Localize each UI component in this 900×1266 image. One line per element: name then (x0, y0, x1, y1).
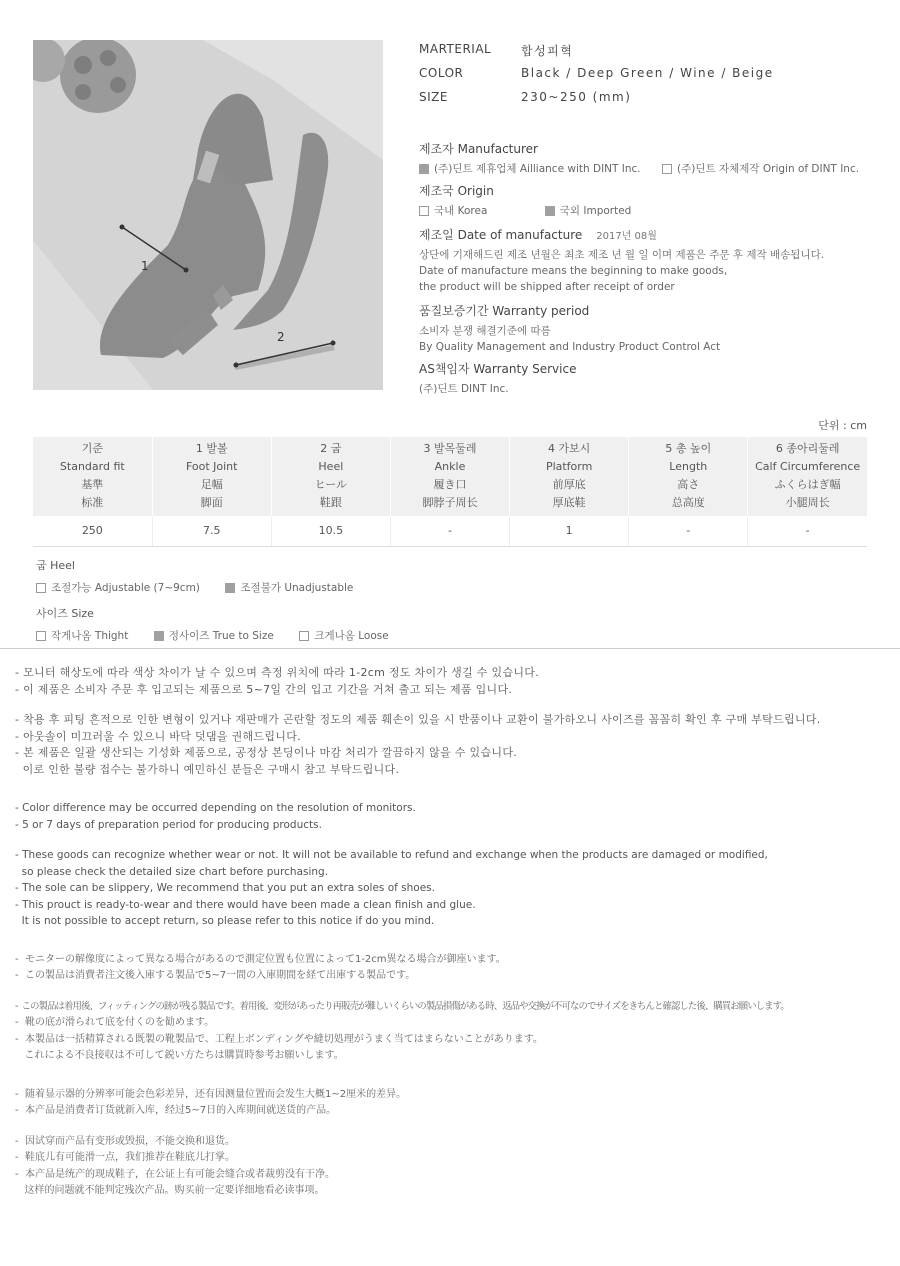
notice-line: - Color difference may be occurred depending on the resolution of monitors. (15, 802, 416, 814)
table-row (33, 516, 867, 546)
header-platform: 4 가보시 Platform 前厚底 厚底鞋 (510, 437, 629, 516)
checkbox-checked-icon (154, 631, 164, 641)
notice-line: - 본 제품은 일괄 생산되는 기성화 제품으로, 공정상 본딩이나 마감 처리가 깔끔하지 않을 수 있습니다. (15, 746, 518, 759)
table-cell: 7.5 (152, 516, 271, 546)
size-table (33, 437, 867, 547)
as-service-block (419, 360, 889, 397)
size-option-true[interactable] (154, 628, 274, 643)
spec-size (419, 90, 879, 114)
notice-section (15, 665, 895, 1214)
manufacture-date-line: 상단에 기재해드린 제조 년월은 최초 제조 년 월 일 이며 제품은 주문 후 제작 배송됩니다. (419, 249, 825, 261)
notice-line: 이로 인한 불량 접수는 불가하니 예민하신 분들은 구매시 참고 부탁드립니다. (15, 762, 400, 776)
header-standard-fit: 기준 Standard fit 基準 标准 (33, 437, 152, 516)
option-label: 국외 Imported (559, 205, 632, 217)
manufacture-date-line: Date of manufacture means the beginning to make goods, (419, 265, 728, 277)
header-foot-joint: 1 발볼 Foot Joint 足幅 脚面 (152, 437, 271, 516)
warranty-block (419, 302, 889, 355)
manufacturer-option-alliance[interactable] (419, 161, 641, 177)
spec-color (419, 66, 879, 90)
spec-material (419, 42, 879, 66)
notice-line: - 靴の底が滑られて底を付くのを勧めます。 (15, 1017, 215, 1028)
header-calf: 6 종아리둘레 Calf Circumference ふくらはぎ幅 小腿周长 (748, 437, 867, 516)
notice-line: - 因试穿而产品有变形或毁损，不能交换和退货。 (15, 1135, 235, 1147)
notice-line: - この製品は着用後、フィッティングの跡が残る製品です。着用後、変形があったり再販売が難しいくらいの製品損傷がある時、返品や交換が不可なのでサイズをきちんと確認した後、購買お願いします。 (15, 1000, 789, 1012)
notice-line: - This prouct is ready-to-wear and there would have been made a clean finish and glue. (15, 898, 476, 911)
warranty-line: By Quality Management and Industry Product Control Act (419, 341, 721, 353)
heel-block (36, 557, 375, 596)
checkbox-checked-icon (419, 164, 429, 174)
table-cell: - (629, 516, 748, 546)
notice-ko-1 (15, 665, 895, 698)
notice-ja-2 (15, 999, 895, 1065)
notice-line: - この製品は消費者注文後入庫する製品で5~7一間の入庫期間を経て出庫する製品です。 (15, 970, 416, 981)
notice-en-2 (15, 847, 895, 930)
notice-line: 这样的问题就不能判定残次产品。购买前一定要详细地看必读事项。 (15, 1185, 325, 1196)
option-label: 크게나옴 Loose (314, 630, 389, 642)
origin-option-korea[interactable] (419, 203, 487, 219)
option-label: 조절가능 Adjustable (7~9cm) (51, 582, 200, 594)
notice-line: - 本产品是消费者订货就新入库，经过5~7日的入库期间就送货的产品。 (15, 1105, 337, 1116)
as-service-line: (주)딘트 DINT Inc. (419, 383, 509, 395)
origin-block (419, 182, 889, 221)
table-cell: - (748, 516, 867, 546)
table-cell: - (390, 516, 509, 546)
notice-line: - 착용 후 피팅 흔적으로 인한 변형이 있거나 재판매가 곤란할 정도의 제품 훼손이 있을 시 반품이나 교환이 불가하오니 사이즈를 꼼꼼히 확인 후 구매 부탁드립니다. (15, 713, 821, 726)
measure-label-2: 2 (277, 330, 285, 344)
checkbox-unchecked-icon (36, 583, 46, 593)
notice-zh-1 (15, 1087, 895, 1120)
spec-value: 합성피혁 (521, 44, 574, 58)
size-fit-block (36, 605, 411, 644)
notice-line: - 5 or 7 days of preparation period for producing products. (15, 818, 322, 831)
notice-line: これによる不良接収は不可して鋭い方たちは購買時参考お願いします。 (15, 1050, 344, 1061)
checkbox-unchecked-icon (299, 631, 309, 641)
notice-zh-2 (15, 1134, 895, 1200)
heel-option-adjustable[interactable] (36, 580, 200, 595)
notice-line: - These goods can recognize whether wear or not. It will not be available to refund and exchange when the products are damaged or modified, (15, 849, 768, 861)
spec-value: Black / Deep Green / Wine / Beige (521, 66, 774, 80)
size-fit-heading: 사이즈 Size (36, 607, 94, 620)
size-table-header-row (33, 437, 867, 516)
heel-heading: 굽 Heel (36, 559, 75, 572)
notice-line: so please check the detailed size chart before purchasing. (15, 865, 329, 878)
spec-key: SIZE (419, 90, 448, 104)
option-label: 국내 Korea (434, 205, 488, 217)
manufacturer-heading: 제조자 Manufacturer (419, 142, 538, 156)
notice-ja-1 (15, 952, 895, 985)
spec-value: 230~250 (mm) (521, 90, 632, 104)
option-label: 작게나옴 Thight (51, 630, 129, 642)
heel-option-unadjustable[interactable] (225, 580, 353, 595)
checkbox-unchecked-icon (419, 206, 429, 216)
origin-option-imported[interactable] (545, 203, 632, 219)
notice-line: It is not possible to accept return, so please refer to this notice if do you mind. (15, 915, 435, 927)
unit-label: 단위 : cm (818, 419, 867, 432)
spec-key: COLOR (419, 66, 464, 80)
notice-line: - 本产品是统产的现成鞋子，在公证上有可能会缝合或者裁剪没有干净。 (15, 1168, 335, 1180)
option-label: (주)딘트 제휴업체 Ailliance with DINT Inc. (434, 163, 641, 175)
option-label: (주)딘트 자체제작 Origin of DINT Inc. (677, 163, 860, 175)
notice-line: - モニターの解像度によって異なる場合があるので測定位置も位置によって1-2cm異なる場合が御座います。 (15, 953, 506, 965)
warranty-heading: 품질보증기간 Warranty period (419, 304, 590, 318)
option-label: 조절불가 Unadjustable (240, 582, 354, 594)
notice-line: - 모니터 해상도에 따라 색상 차이가 날 수 있으며 측정 위치에 따라 1-2cm 정도 차이가 생길 수 있습니다. (15, 666, 540, 679)
notice-line: - 本製品は一括精算される既製の靴製品で、工程上ボンディングや縫切処理がうまく当てはまらないことがあります。 (15, 1033, 543, 1045)
manufacture-date-value: 2017년 08월 (596, 231, 657, 242)
table-cell: 1 (510, 516, 629, 546)
origin-heading: 제조국 Origin (419, 184, 494, 198)
notice-line: - 이 제품은 소비자 주문 후 입고되는 제품으로 5~7일 간의 입고 기간을 거쳐 출고 되는 제품 입니다. (15, 682, 513, 696)
size-option-loose[interactable] (299, 628, 388, 643)
header-ankle: 3 발목둘레 Ankle 履き口 脚脖子周长 (390, 437, 509, 516)
manufacturer-option-origin[interactable] (662, 161, 859, 177)
manufacture-date-line: the product will be shipped after receipt of order (419, 281, 675, 293)
table-cell: 250 (33, 516, 152, 546)
checkbox-checked-icon (545, 206, 555, 216)
notice-ko-2 (15, 712, 895, 778)
as-service-heading: AS책임자 Warranty Service (419, 362, 577, 376)
notice-en-1 (15, 800, 895, 833)
product-photo (33, 40, 383, 390)
table-cell: 10.5 (271, 516, 390, 546)
notice-line: - 鞋底儿有可能滑一点，我们推荐在鞋底儿打掌。 (15, 1152, 235, 1163)
warranty-line: 소비자 분쟁 해결기준에 따름 (419, 325, 551, 337)
notice-line: - 随着显示器的分辨率可能会色彩差异，还有因测量位置而会发生大概1~2厘米的差异。 (15, 1088, 407, 1100)
section-divider (0, 648, 900, 649)
notice-line: - The sole can be slippery, We recommend that you put an extra soles of shoes. (15, 882, 435, 894)
option-label: 정사이즈 True to Size (168, 630, 274, 642)
checkbox-unchecked-icon (36, 631, 46, 641)
checkbox-checked-icon (225, 583, 235, 593)
checkbox-unchecked-icon (662, 164, 672, 174)
manufacturer-block (419, 140, 889, 179)
spec-list (419, 42, 879, 114)
header-length: 5 총 높이 Length 高さ 总高度 (629, 437, 748, 516)
shoe-illustration (33, 40, 383, 390)
manufacture-date-heading: 제조일 Date of manufacture (419, 228, 583, 242)
size-option-tight[interactable] (36, 628, 128, 643)
measure-label-1: 1 (141, 259, 149, 273)
manufacture-date-block (419, 226, 889, 295)
spec-key: MARTERIAL (419, 42, 492, 56)
header-heel: 2 굽 Heel ヒール 鞋跟 (271, 437, 390, 516)
notice-line: - 아웃솔이 미끄러울 수 있으니 바닥 덧댐을 권해드립니다. (15, 729, 301, 743)
